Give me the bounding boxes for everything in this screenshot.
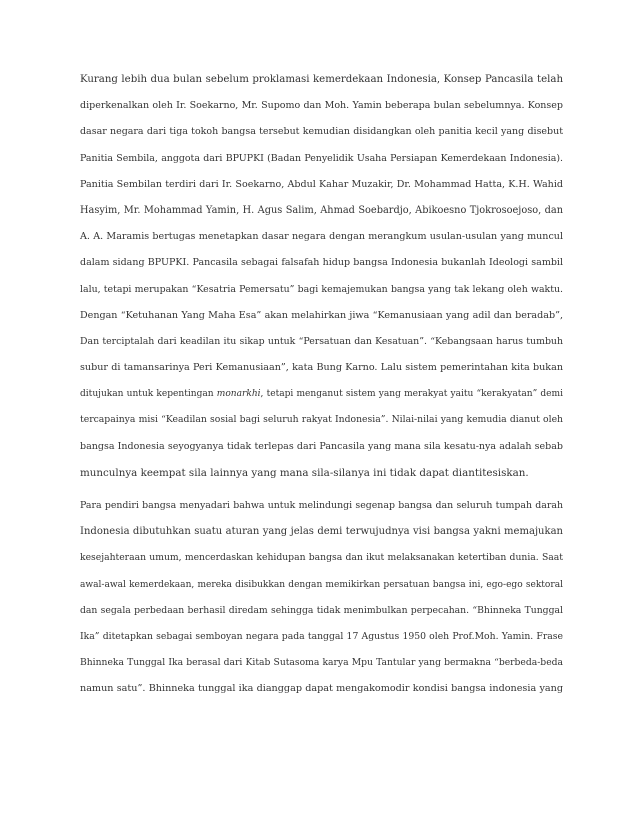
document-body: [80, 67, 563, 703]
text-line: awal-awal kemerdekaan, mereka disibukkan dengan memikirkan persatuan bangsa ini, ego-ego sektoral: [80, 579, 563, 590]
text-run: ditujukan untuk kepentingan: [80, 389, 217, 400]
text-line: Ika” ditetapkan sebagai semboyan negara pada tanggal 17 Agustus 1950 oleh Prof.Moh. Yamin. Frase: [80, 630, 563, 642]
text-line: Bhinneka Tunggal Ika berasal dari Kitab Sutasoma karya Mpu Tantular yang bermakna “berbeda-beda: [80, 657, 563, 669]
text-line: Dengan “Ketuhanan Yang Maha Esa” akan melahirkan jiwa “Kemanusiaan yang adil dan beradab”,: [80, 309, 563, 321]
text-line: Panitia Sembilan terdiri dari Ir. Soekarno, Abdul Kahar Muzakir, Dr. Mohammad Hatta, K.H. Wahid: [80, 178, 563, 190]
text-line: Hasyim, Mr. Mohammad Yamin, H. Agus Salim, Ahmad Soebardjo, Abikoesno Tjokrosoejoso, dan: [80, 204, 563, 216]
text-line: Panitia Sembila, anggota dari BPUPKI (Badan Penyelidik Usaha Persiapan Kemerdekaan Indonesia).: [80, 152, 563, 164]
text-line: tercapainya misi “Keadilan sosial bagi seluruh rakyat Indonesia”. Nilai-nilai yang kemudia dianut oleh: [80, 414, 563, 426]
text-line-italic: [80, 381, 563, 407]
paragraph-gap: [80, 486, 563, 493]
text-line: Para pendiri bangsa menyadari bahwa untuk melindungi segenap bangsa dan seluruh tumpah darah: [80, 500, 563, 511]
text-line: dasar negara dari tiga tokoh bangsa tersebut kemudian disidangkan oleh panitia kecil yang disebut: [80, 126, 563, 138]
text-line: diperkenalkan oleh Ir. Soekarno, Mr. Supomo dan Moh. Yamin beberapa bulan sebelumnya. Konsep: [80, 100, 563, 112]
paragraph-pancasila: [80, 67, 563, 486]
text-run: , tetapi menganut sistem yang merakyat yaitu “kerakyatan” demi: [260, 389, 563, 400]
text-line: A. A. Maramis bertugas menetapkan dasar negara dengan merangkum usulan-usulan yang muncul: [80, 231, 563, 243]
text-line: Indonesia dibutuhkan suatu aturan yang jelas demi terwujudnya visi bangsa yakni memajukan: [80, 526, 563, 538]
text-line: namun satu”. Bhinneka tunggal ika dianggap dapat mengakomodir kondisi bangsa indonesia yang: [80, 683, 563, 695]
text-line: dalam sidang BPUPKI. Pancasila sebagai falsafah hidup bangsa Indonesia bukanlah Ideologi sambil: [80, 257, 563, 269]
text-line: lalu, tetapi merupakan “Kesatria Pemersatu” bagi kemajemukan bangsa yang tak lekang oleh waktu.: [80, 283, 563, 295]
text-line: Kurang lebih dua bulan sebelum proklamasi kemerdekaan Indonesia, Konsep Pancasila telah: [80, 74, 563, 85]
paragraph-bhinneka: [80, 493, 563, 703]
text-line: munculnya keempat sila lainnya yang mana sila-silanya ini tidak dapat diantitesiskan.: [80, 466, 529, 479]
text-line: dan segala perbedaan berhasil diredam sehingga tidak menimbulkan perpecahan. “Bhinneka Tunggal: [80, 604, 563, 616]
text-line: bangsa Indonesia seyogyanya tidak terlepas dari Pancasila yang mana sila kesatu-nya adalah sebab: [80, 440, 563, 452]
text-line: subur di tamansarinya Peri Kemanusiaan”, kata Bung Karno. Lalu sistem pemerintahan kita bukan: [80, 362, 563, 374]
text-line: Dan terciptalah dari keadilan itu sikap untuk “Persatuan dan Kesatuan”. “Kebangsaan harus tumbuh: [80, 335, 563, 347]
text-line: kesejahteraan umum, mencerdaskan kehidupan bangsa dan ikut melaksanakan ketertiban dunia. Saat: [80, 552, 563, 564]
italic-term: monarkhi: [216, 389, 261, 400]
